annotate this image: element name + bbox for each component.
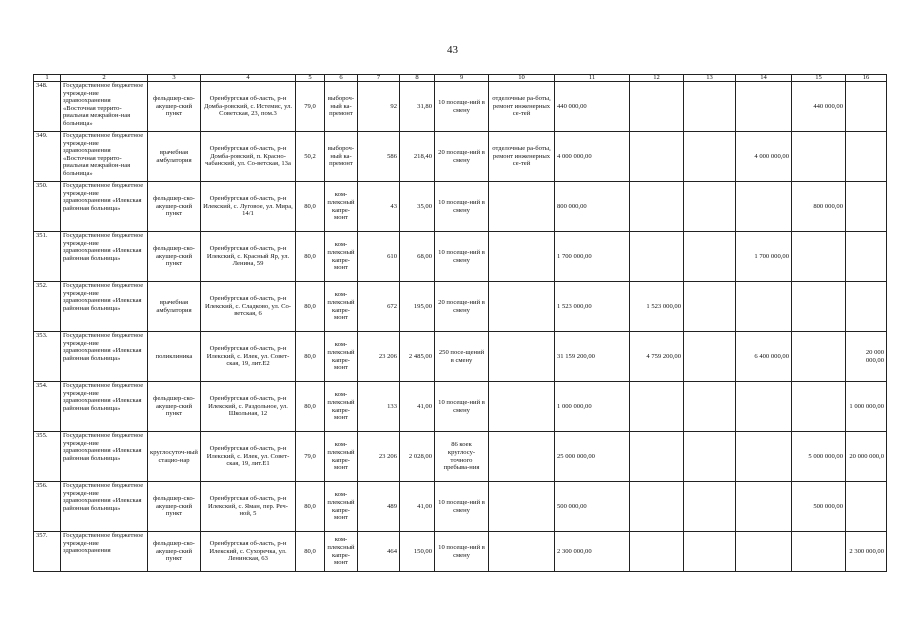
repair-type-cell: выбороч-ный ка-премонт bbox=[325, 132, 358, 182]
row-number: 353. bbox=[34, 332, 61, 382]
total-cost-cell: 440 000,00 bbox=[555, 82, 630, 132]
year1-cost-cell: 1 523 000,00 bbox=[630, 282, 684, 332]
column-number: 4 bbox=[201, 75, 296, 82]
capacity-cell: 10 посеще-ний в смену bbox=[435, 482, 489, 532]
total-cost-cell: 800 000,00 bbox=[555, 182, 630, 232]
works-cell bbox=[489, 532, 555, 572]
population-cell: 586 bbox=[358, 132, 400, 182]
column-number: 9 bbox=[435, 75, 489, 82]
row-number: 354. bbox=[34, 382, 61, 432]
row-number: 348. bbox=[34, 82, 61, 132]
facility-type-cell: фельдшер-ско-акушер-ский пункт bbox=[148, 182, 201, 232]
capacity-cell: 10 посеще-ний в смену bbox=[435, 182, 489, 232]
year3-cost-cell: 6 400 000,00 bbox=[736, 332, 792, 382]
program-table bbox=[33, 74, 887, 572]
address-cell: Оренбургская об-ласть, р-н Илекский, с. Луговое, ул. Мира, 14/1 bbox=[201, 182, 296, 232]
column-number: 3 bbox=[148, 75, 201, 82]
total-cost-cell: 25 000 000,00 bbox=[555, 432, 630, 482]
table-row bbox=[34, 182, 887, 232]
capacity-cell: 250 посе-щений в смену bbox=[435, 332, 489, 382]
year2-cost-cell bbox=[684, 332, 736, 382]
year4-cost-cell bbox=[792, 282, 846, 332]
works-cell bbox=[489, 432, 555, 482]
row-number: 350. bbox=[34, 182, 61, 232]
wear-percent-cell: 50,2 bbox=[296, 132, 325, 182]
year3-cost-cell bbox=[736, 432, 792, 482]
repair-type-cell: ком-плексный капре-монт bbox=[325, 282, 358, 332]
facility-type-cell: врачебная амбулатория bbox=[148, 132, 201, 182]
population-cell: 489 bbox=[358, 482, 400, 532]
address-cell: Оренбургская об-ласть, р-н Илекский, с. Раздольное, ул. Школьная, 12 bbox=[201, 382, 296, 432]
row-number: 357. bbox=[34, 532, 61, 572]
column-number: 10 bbox=[489, 75, 555, 82]
area-cell: 2 028,00 bbox=[400, 432, 435, 482]
column-number: 2 bbox=[61, 75, 148, 82]
year5-cost-cell bbox=[846, 482, 887, 532]
column-number: 1 bbox=[34, 75, 61, 82]
area-cell: 41,00 bbox=[400, 382, 435, 432]
works-cell: отделочные ра-боты, ремонт инженерных се-тей bbox=[489, 132, 555, 182]
wear-percent-cell: 80,0 bbox=[296, 282, 325, 332]
works-cell bbox=[489, 382, 555, 432]
facility-type-cell: поликлиника bbox=[148, 332, 201, 382]
year5-cost-cell bbox=[846, 132, 887, 182]
column-number: 5 bbox=[296, 75, 325, 82]
year1-cost-cell bbox=[630, 182, 684, 232]
organization-cell: Государственное бюджетное учрежде-ние здравоохранения «Илекская районная больница» bbox=[61, 182, 148, 232]
capacity-cell: 20 посеще-ний в смену bbox=[435, 282, 489, 332]
column-number: 8 bbox=[400, 75, 435, 82]
year1-cost-cell bbox=[630, 132, 684, 182]
area-cell: 35,00 bbox=[400, 182, 435, 232]
year1-cost-cell: 4 759 200,00 bbox=[630, 332, 684, 382]
year2-cost-cell bbox=[684, 282, 736, 332]
address-cell: Оренбургская об-ласть, р-н Илекский, с. Сладково, ул. Со-ветская, 6 bbox=[201, 282, 296, 332]
year5-cost-cell bbox=[846, 82, 887, 132]
year5-cost-cell: 20 000 000,00 bbox=[846, 332, 887, 382]
area-cell: 31,80 bbox=[400, 82, 435, 132]
total-cost-cell: 2 300 000,00 bbox=[555, 532, 630, 572]
area-cell: 2 485,00 bbox=[400, 332, 435, 382]
year4-cost-cell: 800 000,00 bbox=[792, 182, 846, 232]
year3-cost-cell bbox=[736, 482, 792, 532]
year2-cost-cell bbox=[684, 432, 736, 482]
repair-type-cell: ком-плексный капре-монт bbox=[325, 532, 358, 572]
year2-cost-cell bbox=[684, 132, 736, 182]
row-number: 356. bbox=[34, 482, 61, 532]
year1-cost-cell bbox=[630, 482, 684, 532]
organization-cell: Государственное бюджетное учрежде-ние здравоохранения bbox=[61, 532, 148, 572]
wear-percent-cell: 80,0 bbox=[296, 232, 325, 282]
population-cell: 464 bbox=[358, 532, 400, 572]
column-number: 6 bbox=[325, 75, 358, 82]
repair-type-cell: ком-плексный капре-монт bbox=[325, 382, 358, 432]
year1-cost-cell bbox=[630, 432, 684, 482]
population-cell: 133 bbox=[358, 382, 400, 432]
year5-cost-cell bbox=[846, 232, 887, 282]
population-cell: 672 bbox=[358, 282, 400, 332]
facility-type-cell: фельдшер-ско-акушер-ский пункт bbox=[148, 382, 201, 432]
wear-percent-cell: 80,0 bbox=[296, 532, 325, 572]
repair-type-cell: ком-плексный капре-монт bbox=[325, 432, 358, 482]
address-cell: Оренбургская об-ласть, р-н Илекский, с. Красный Яр, ул. Ленина, 59 bbox=[201, 232, 296, 282]
area-cell: 68,00 bbox=[400, 232, 435, 282]
facility-type-cell: фельдшер-ско-акушер-ский пункт bbox=[148, 82, 201, 132]
year4-cost-cell: 440 000,00 bbox=[792, 82, 846, 132]
year4-cost-cell: 5 000 000,00 bbox=[792, 432, 846, 482]
facility-type-cell: врачебная амбулатория bbox=[148, 282, 201, 332]
area-cell: 195,00 bbox=[400, 282, 435, 332]
facility-type-cell: фельдшер-ско-акушер-ский пункт bbox=[148, 482, 201, 532]
works-cell: отделочные ра-боты, ремонт инженерных се-тей bbox=[489, 82, 555, 132]
repair-type-cell: ком-плексный капре-монт bbox=[325, 332, 358, 382]
row-number: 352. bbox=[34, 282, 61, 332]
year1-cost-cell bbox=[630, 232, 684, 282]
column-number-row bbox=[34, 75, 887, 82]
repair-type-cell: ком-плексный капре-монт bbox=[325, 182, 358, 232]
year1-cost-cell bbox=[630, 82, 684, 132]
wear-percent-cell: 79,0 bbox=[296, 432, 325, 482]
works-cell bbox=[489, 482, 555, 532]
year2-cost-cell bbox=[684, 382, 736, 432]
total-cost-cell: 1 700 000,00 bbox=[555, 232, 630, 282]
address-cell: Оренбургская об-ласть, р-н Илекский, с. Илек, ул. Совет-ская, 19, лит.Е1 bbox=[201, 432, 296, 482]
column-number: 11 bbox=[555, 75, 630, 82]
year5-cost-cell bbox=[846, 282, 887, 332]
year5-cost-cell: 2 300 000,00 bbox=[846, 532, 887, 572]
population-cell: 92 bbox=[358, 82, 400, 132]
table-row bbox=[34, 432, 887, 482]
year3-cost-cell bbox=[736, 382, 792, 432]
repair-type-cell: выбороч-ный ка-премонт bbox=[325, 82, 358, 132]
works-cell bbox=[489, 332, 555, 382]
organization-cell: Государственное бюджетное учрежде-ние здравоохранения «Илекская районная больница» bbox=[61, 482, 148, 532]
capacity-cell: 10 посеще-ний в смену bbox=[435, 382, 489, 432]
wear-percent-cell: 80,0 bbox=[296, 482, 325, 532]
organization-cell: Государственное бюджетное учрежде-ние здравоохранения «Восточная террито-риальная межрайон-ная больница» bbox=[61, 82, 148, 132]
row-number: 355. bbox=[34, 432, 61, 482]
total-cost-cell: 4 000 000,00 bbox=[555, 132, 630, 182]
table-row bbox=[34, 132, 887, 182]
year3-cost-cell bbox=[736, 532, 792, 572]
year2-cost-cell bbox=[684, 482, 736, 532]
table-row bbox=[34, 382, 887, 432]
row-number: 349. bbox=[34, 132, 61, 182]
total-cost-cell: 1 000 000,00 bbox=[555, 382, 630, 432]
year2-cost-cell bbox=[684, 82, 736, 132]
year3-cost-cell bbox=[736, 182, 792, 232]
area-cell: 41,00 bbox=[400, 482, 435, 532]
population-cell: 23 206 bbox=[358, 432, 400, 482]
year1-cost-cell bbox=[630, 382, 684, 432]
capacity-cell: 10 посеще-ний в смену bbox=[435, 532, 489, 572]
capacity-cell: 10 посеще-ний в смену bbox=[435, 232, 489, 282]
year2-cost-cell bbox=[684, 532, 736, 572]
population-cell: 43 bbox=[358, 182, 400, 232]
address-cell: Оренбургская об-ласть, р-н Домба-ровский, с. Истемис, ул. Советская, 23, пом.3 bbox=[201, 82, 296, 132]
year3-cost-cell: 1 700 000,00 bbox=[736, 232, 792, 282]
works-cell bbox=[489, 232, 555, 282]
capacity-cell: 20 посеще-ний в смену bbox=[435, 132, 489, 182]
year1-cost-cell bbox=[630, 532, 684, 572]
total-cost-cell: 1 523 000,00 bbox=[555, 282, 630, 332]
column-number: 7 bbox=[358, 75, 400, 82]
column-number: 14 bbox=[736, 75, 792, 82]
area-cell: 218,40 bbox=[400, 132, 435, 182]
year4-cost-cell: 500 000,00 bbox=[792, 482, 846, 532]
organization-cell: Государственное бюджетное учрежде-ние здравоохранения «Восточная террито-риальная межрайон-ная больница» bbox=[61, 132, 148, 182]
table-row bbox=[34, 482, 887, 532]
organization-cell: Государственное бюджетное учрежде-ние здравоохранения «Илекская районная больница» bbox=[61, 232, 148, 282]
area-cell: 150,00 bbox=[400, 532, 435, 572]
wear-percent-cell: 80,0 bbox=[296, 182, 325, 232]
year3-cost-cell bbox=[736, 82, 792, 132]
capacity-cell: 86 коек круглосу-точного пребыва-ния bbox=[435, 432, 489, 482]
year5-cost-cell bbox=[846, 182, 887, 232]
facility-type-cell: фельдшер-ско-акушер-ский пункт bbox=[148, 532, 201, 572]
population-cell: 23 206 bbox=[358, 332, 400, 382]
year4-cost-cell bbox=[792, 532, 846, 572]
organization-cell: Государственное бюджетное учрежде-ние здравоохранения «Илекская районная больница» bbox=[61, 382, 148, 432]
organization-cell: Государственное бюджетное учрежде-ние здравоохранения «Илекская районная больница» bbox=[61, 282, 148, 332]
wear-percent-cell: 80,0 bbox=[296, 332, 325, 382]
year3-cost-cell bbox=[736, 282, 792, 332]
capacity-cell: 10 посеще-ний в смену bbox=[435, 82, 489, 132]
works-cell bbox=[489, 182, 555, 232]
year3-cost-cell: 4 000 000,00 bbox=[736, 132, 792, 182]
works-cell bbox=[489, 282, 555, 332]
page-number: 43 bbox=[447, 44, 458, 56]
table-row bbox=[34, 282, 887, 332]
column-number: 16 bbox=[846, 75, 887, 82]
population-cell: 610 bbox=[358, 232, 400, 282]
address-cell: Оренбургская об-ласть, р-н Илекский, с. Сухоречка, ул. Ленинская, 63 bbox=[201, 532, 296, 572]
repair-type-cell: ком-плексный капре-монт bbox=[325, 232, 358, 282]
year2-cost-cell bbox=[684, 232, 736, 282]
year4-cost-cell bbox=[792, 332, 846, 382]
total-cost-cell: 500 000,00 bbox=[555, 482, 630, 532]
year4-cost-cell bbox=[792, 232, 846, 282]
facility-type-cell: фельдшер-ско-акушер-ский пункт bbox=[148, 232, 201, 282]
year4-cost-cell bbox=[792, 382, 846, 432]
column-number: 13 bbox=[684, 75, 736, 82]
address-cell: Оренбургская об-ласть, р-н Домба-ровский, п. Красно-чабанский, ул. Со-ветская, 13а bbox=[201, 132, 296, 182]
wear-percent-cell: 79,0 bbox=[296, 82, 325, 132]
table-row bbox=[34, 532, 887, 572]
year2-cost-cell bbox=[684, 182, 736, 232]
year4-cost-cell bbox=[792, 132, 846, 182]
total-cost-cell: 31 159 200,00 bbox=[555, 332, 630, 382]
organization-cell: Государственное бюджетное учрежде-ние здравоохранения «Илекская районная больница» bbox=[61, 432, 148, 482]
column-number: 15 bbox=[792, 75, 846, 82]
address-cell: Оренбургская об-ласть, р-н Илекский, с. Яман, пер. Реч-ной, 5 bbox=[201, 482, 296, 532]
row-number: 351. bbox=[34, 232, 61, 282]
organization-cell: Государственное бюджетное учрежде-ние здравоохранения «Илекская районная больница» bbox=[61, 332, 148, 382]
address-cell: Оренбургская об-ласть, р-н Илекский, с. Илек, ул. Совет-ская, 19, лит.Е2 bbox=[201, 332, 296, 382]
column-number: 12 bbox=[630, 75, 684, 82]
facility-type-cell: круглосуточ-ный стацио-нар bbox=[148, 432, 201, 482]
table-row bbox=[34, 232, 887, 282]
repair-type-cell: ком-плексный капре-монт bbox=[325, 482, 358, 532]
year5-cost-cell: 20 000 000,0 bbox=[846, 432, 887, 482]
table-row bbox=[34, 82, 887, 132]
wear-percent-cell: 80,0 bbox=[296, 382, 325, 432]
year5-cost-cell: 1 000 000,00 bbox=[846, 382, 887, 432]
table-row bbox=[34, 332, 887, 382]
